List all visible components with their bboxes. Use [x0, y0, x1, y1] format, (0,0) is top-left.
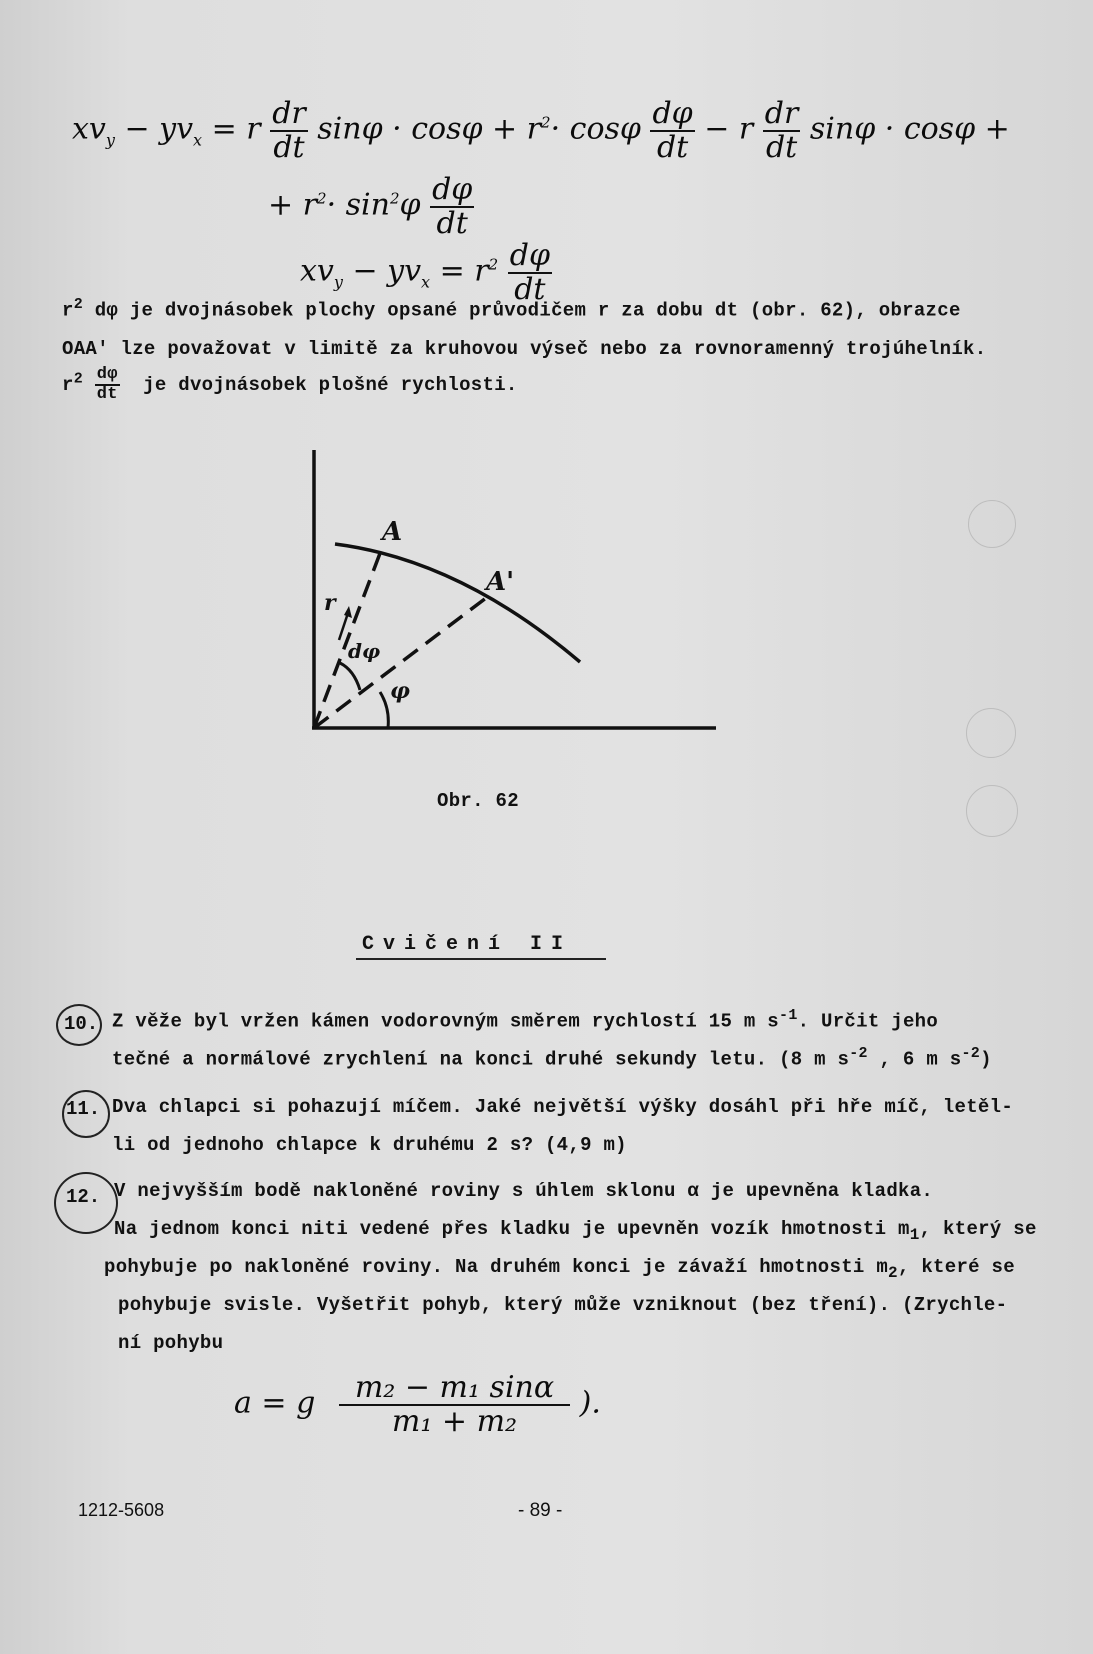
dphi-label: dφ	[348, 639, 381, 663]
eq1-minus-yv: − yv	[124, 111, 194, 147]
frac-den: dt	[273, 129, 305, 165]
paragraph-line-1	[62, 296, 961, 321]
eq3-sub-y: y	[333, 272, 343, 292]
r-symbol: r	[62, 299, 74, 322]
equation-1	[72, 98, 1010, 163]
eq1-sub-x: x	[193, 130, 203, 150]
phi-label: φ	[390, 678, 410, 704]
frac-num: dφ	[652, 96, 693, 131]
formula-fraction	[339, 1372, 570, 1437]
paragraph-line-2	[62, 338, 986, 360]
formula-end: ).	[579, 1385, 601, 1421]
frac-num: dφ	[432, 172, 473, 207]
exercise-11-number: 11.	[66, 1098, 101, 1120]
formula-lhs: a = g	[234, 1385, 316, 1421]
frac-num: dφ	[509, 238, 550, 273]
eq3-sup: 2	[488, 255, 499, 274]
ex12-text-3: pohybuje po nakloněné roviny. Na druhém konci je závaží hmotnosti m	[104, 1256, 889, 1278]
eq1-frac-1	[270, 98, 308, 163]
exercise-10-number: 10.	[64, 1013, 99, 1035]
eq2-start: + r	[268, 187, 318, 223]
eq2-phi: φ	[399, 187, 421, 223]
arrow-head	[344, 606, 352, 618]
eq1-mid-3: − r	[704, 111, 754, 147]
eq3-sub-x: x	[421, 272, 431, 292]
eq2-sup-2: 2	[389, 189, 400, 208]
eq1-rhs-a: = r	[211, 111, 261, 147]
punch-hole	[968, 500, 1016, 548]
exercise-12-number: 12.	[66, 1186, 101, 1208]
ex10-text-2-end: )	[980, 1048, 992, 1071]
ex10-text-2: tečné a normálové zrychlení na konci druhé sekundy letu. (8 m s	[112, 1048, 850, 1071]
frac-num: dφ	[96, 365, 118, 384]
eq2-mid: · sin	[326, 187, 390, 223]
frac-num: dr	[764, 96, 799, 131]
ex12-sub-1: 1	[909, 1225, 920, 1244]
frac-num: m₂ − m₁ sinα	[339, 1372, 570, 1406]
punch-hole	[966, 708, 1016, 758]
ex10-text-2-mid: , 6 m s	[867, 1048, 962, 1071]
dphi-arc	[340, 663, 360, 690]
frac-den: dt	[436, 205, 468, 241]
r-symbol: r	[62, 373, 74, 396]
frac-den: dt	[514, 271, 546, 307]
r-squared-sup: 2	[73, 370, 84, 388]
ex10-text-1: Z věže byl vržen kámen vodorovným směrem rychlostí 15 m s	[112, 1010, 780, 1033]
ex12-text-3-end: , které se	[897, 1256, 1015, 1278]
phi-arc	[380, 692, 388, 728]
frac-den: dt	[765, 129, 798, 165]
eq1-sub-y: y	[105, 130, 115, 150]
exercise-11-line-2: li od jednoho chlapce k druhému 2 s? (4,9 m)	[112, 1134, 627, 1156]
line3-text: je dvojnásobek plošné rychlosti.	[143, 373, 518, 396]
line2-text: OAA' lze považovat v limitě za kruhovou výseč nebo za rovnoramenný trojúhelník.	[62, 338, 987, 360]
ex10-sup: -1	[779, 1007, 798, 1024]
point-A-label: A	[382, 517, 403, 547]
frac-den: dt	[96, 384, 118, 404]
acceleration-formula	[234, 1372, 601, 1437]
footer-code: 1212-5608	[78, 1500, 165, 1520]
punch-hole	[966, 785, 1018, 837]
exercise-12-line-1: V nejvyšším bodě nakloněné roviny s úhlem sklonu α je upevněna kladka.	[114, 1180, 934, 1202]
eq2-frac	[430, 174, 474, 239]
eq2-sup: 2	[317, 189, 327, 208]
frac-den: dt	[656, 129, 689, 165]
eq1-lhs: xv	[72, 111, 106, 147]
eq1-mid-2: · cosφ	[550, 111, 641, 147]
exercise-12-line-2	[114, 1218, 1037, 1244]
point-A-prime-label: A'	[486, 567, 515, 597]
line1-text: dφ je dvojnásobek plochy opsané průvodičem r za dobu dt (obr. 62), obrazce	[94, 299, 961, 322]
figure-62-diagram	[290, 440, 730, 740]
eq1-sup: 2	[541, 113, 551, 132]
ex12-sub-2: 2	[888, 1263, 898, 1282]
ex12-text-2-end: , který se	[919, 1218, 1037, 1240]
eq3-lhs: xv	[300, 253, 334, 289]
exercise-11-line-1: Dva chlapci si pohazují míčem. Jaké největší výšky dosáhl při hře míč, letěl-	[112, 1096, 1014, 1118]
figure-caption: Obr. 62	[437, 790, 519, 812]
line3-frac	[95, 366, 120, 404]
equation-2	[268, 174, 474, 239]
ex10-sup-2: -2	[961, 1045, 981, 1062]
exercise-12-line-3	[104, 1256, 1015, 1282]
paragraph-line-3	[62, 366, 518, 404]
eq1-frac-2	[650, 98, 694, 163]
page-number: - 89 -	[518, 1500, 563, 1521]
heading-underline	[356, 958, 606, 960]
eq3-mid: − yv	[352, 253, 422, 289]
eq1-frac-3	[763, 98, 801, 163]
ex10-sup-1: -2	[849, 1045, 868, 1062]
exercise-10-line-2	[112, 1045, 992, 1070]
exercise-12-line-5: ní pohybu	[118, 1332, 224, 1354]
eq1-end: sinφ · cosφ +	[809, 111, 1010, 147]
exercise-10-line-1	[112, 1007, 938, 1032]
ex10-text-1-end: . Určit jeho	[797, 1010, 939, 1033]
ex12-text-2: Na jednom konci niti vedené přes kladku je upevněn vozík hmotnosti m	[114, 1218, 910, 1240]
r-vector-label: r	[324, 590, 336, 616]
frac-num: dr	[272, 96, 306, 131]
exercises-heading: Cvičení II	[362, 933, 573, 956]
exercise-12-line-4: pohybuje svisle. Vyšetřit pohyb, který může vzniknout (bez tření). (Zrychle-	[118, 1294, 1008, 1316]
r-squared-sup: 2	[73, 296, 84, 313]
eq1-mid-1: sinφ · cosφ + r	[317, 111, 542, 147]
frac-den: m₁ + m₂	[391, 1403, 518, 1439]
eq3-eq: = r	[439, 253, 489, 289]
